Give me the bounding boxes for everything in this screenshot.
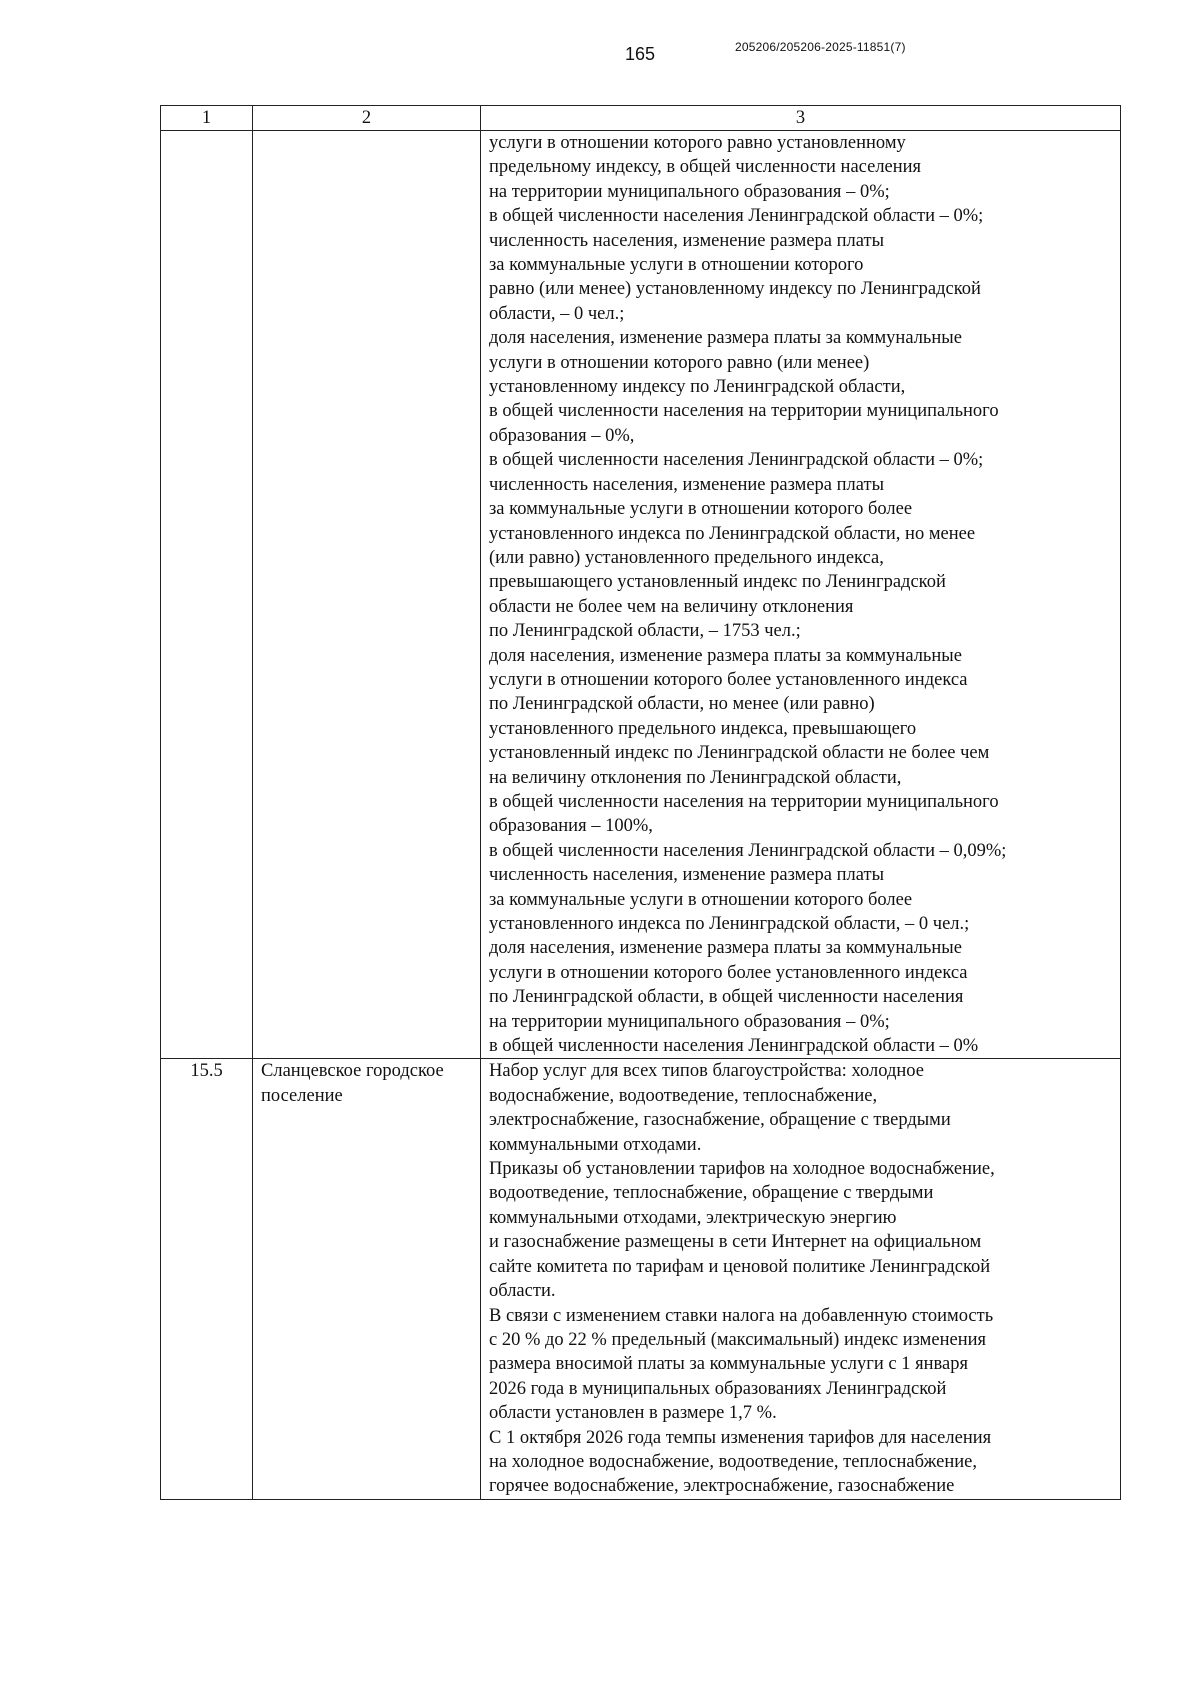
text-line: водоотведение, теплоснабжение, обращение с твердыми [489,1183,934,1204]
text-line: 2026 года в муниципальных образованиях Ленинградской [489,1378,947,1399]
text-line: в общей численности населения Ленинградской области – 0%; [489,206,984,227]
table-row [161,1059,1121,1499]
column-header: 3 [481,106,1121,131]
text-line: образования – 100%, [489,816,653,837]
text-line: на территории муниципального образования – 0%; [489,181,890,202]
text-line: сайте комитета по тарифам и ценовой политике Ленинградской [489,1256,991,1277]
text-line: по Ленинградской области, – 1753 чел.; [489,621,801,642]
text-line: установленного предельного индекса, превышающего [489,718,917,739]
text-line: по Ленинградской области, но менее (или равно) [489,694,875,715]
text-line: предельному индексу, в общей численности населения [489,157,922,178]
region-name: Сланцевское городское поселение [261,1061,444,1106]
text-line: услуги в отношении которого более установленного индекса [489,962,968,983]
text-line: в общей численности населения Ленинградской области – 0,09%; [489,840,1007,861]
text-line: доля населения, изменение размера платы за коммунальные [489,645,962,666]
table-header-row [161,106,1121,131]
text-line: в общей численности населения на территории муниципального [489,401,999,422]
text-line: установленному индексу по Ленинградской области, [489,377,906,398]
description-cell [481,131,1121,1059]
text-line: услуги в отношении которого более установленного индекса [489,669,968,690]
column-header: 1 [161,106,253,131]
text-line: коммунальными отходами, электрическую энергию [489,1207,897,1228]
page-number: 165 [624,44,656,64]
text-line: услуги в отношении которого равно (или менее) [489,352,870,373]
table-row [161,131,1121,1059]
text-line: Набор услуг для всех типов благоустройства: холодное [489,1061,924,1082]
text-line: водоснабжение, водоотведение, теплоснабжение, [489,1085,878,1106]
text-line: установленного индекса по Ленинградской области, – 0 чел.; [489,914,970,934]
text-line: Приказы об установлении тарифов на холодное водоснабжение, [489,1159,995,1180]
text-line: коммунальными отходами. [489,1134,702,1155]
text-line: образования – 0%, [489,425,635,446]
text-line: в общей численности населения Ленинградской области – 0% [489,1036,979,1057]
text-line: горячее водоснабжение, электроснабжение, газоснабжение [489,1476,955,1497]
text-line: превышающего установленный индекс по Ленинградской [489,572,946,593]
text-line: установленный индекс по Ленинградской области не более чем [489,743,990,764]
text-line: электроснабжение, газоснабжение, обращение с твердыми [489,1110,951,1131]
data-table [160,105,1121,1500]
row-number-cell [161,131,253,1059]
text-line: на холодное водоснабжение, водоотведение, теплоснабжение, [489,1451,977,1472]
column-header: 2 [253,106,481,131]
text-line: области. [489,1281,556,1302]
text-line: области, – 0 чел.; [489,303,625,324]
text-line: по Ленинградской области, в общей численности населения [489,987,964,1008]
text-line: в общей численности населения Ленинградской области – 0%; [489,450,984,471]
text-line: за коммунальные услуги в отношении которого более [489,889,913,910]
text-line: численность населения, изменение размера платы [489,865,884,886]
region-cell [253,131,481,1059]
text-line: (или равно) установленного предельного индекса, [489,547,884,568]
text-line: равно (или менее) установленному индексу по Ленинградской [489,279,981,300]
text-line: и газоснабжение размещены в сети Интернет на официальном [489,1232,982,1253]
row-number-cell: 15.5 [161,1059,253,1499]
text-line: области установлен в размере 1,7 %. [489,1403,777,1424]
text-line: установленного индекса по Ленинградской области, но менее [489,523,976,544]
text-line: области не более чем на величину отклонения [489,596,854,617]
text-line: за коммунальные услуги в отношении которого [489,255,864,276]
text-line: численность населения, изменение размера платы [489,230,884,251]
text-line: доля населения, изменение размера платы за коммунальные [489,938,962,959]
text-line: за коммунальные услуги в отношении которого более [489,499,913,520]
text-line: численность населения, изменение размера платы [489,474,884,495]
text-line: С 1 октября 2026 года темпы изменения тарифов для населения [489,1427,992,1448]
text-line: на величину отклонения по Ленинградской области, [489,767,902,788]
text-line: на территории муниципального образования – 0%; [489,1011,890,1032]
text-line: с 20 % до 22 % предельный (максимальный) индекс изменения [489,1329,987,1350]
text-line: размера вносимой платы за коммунальные услуги с 1 января [489,1354,968,1375]
document-id: 205206/205206-2025-11851(7) [735,40,906,54]
text-line: услуги в отношении которого равно установленному [489,133,906,153]
text-line: доля населения, изменение размера платы за коммунальные [489,328,962,349]
description-cell [481,1059,1121,1499]
text-line: В связи с изменением ставки налога на добавленную стоимость [489,1305,994,1326]
region-cell [253,1059,481,1499]
text-line: в общей численности населения на территории муниципального [489,791,999,812]
